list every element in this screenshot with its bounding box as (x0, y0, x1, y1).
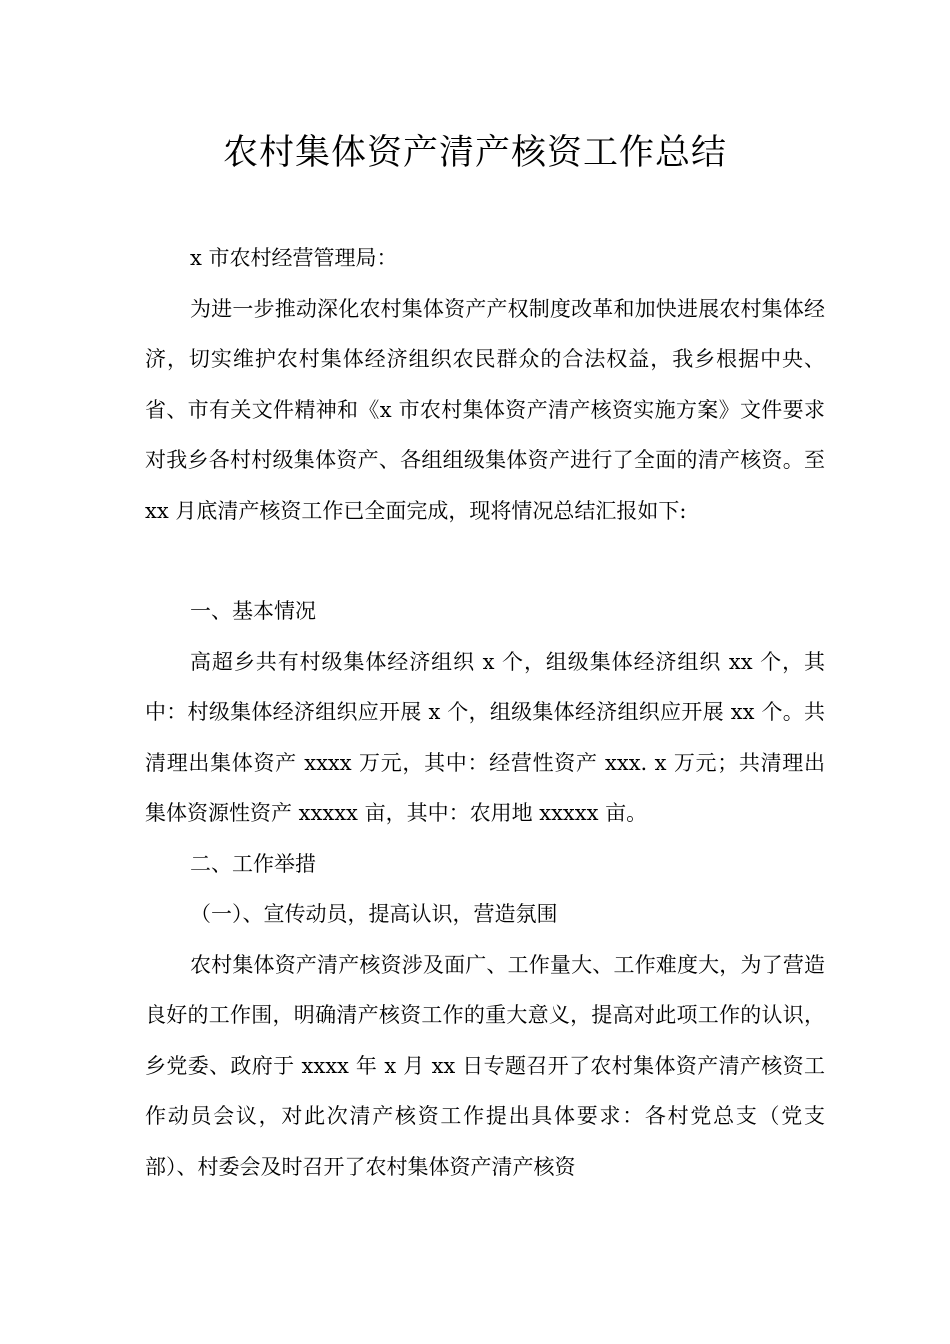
subsection-heading-publicity: （一）、宣传动员，提高认识，营造氛围 (190, 902, 558, 926)
document-title: 农村集体资产清产核资工作总结 (222, 133, 727, 173)
section-heading-work-measures: 二、工作举措 (190, 851, 316, 876)
intro-paragraph: 为进一步推动深化农村集体资产产权制度改革和加快进展农村集体经济，切实维护农村集体经济组织农民群众的合法权益，我乡根据中央、省、市有关文件精神和《x 市农村集体资产清产核资实施方案》文件要求对我乡各村村级集体资产、各组组级集体资产进行了全面的清产核资。至 xx 月底清产核资工作已全面完成，现将情况总结汇报如下: (145, 296, 825, 523)
publicity-paragraph: 农村集体资产清产核资涉及面广、工作量大、工作难度大，为了营造良好的工作围，明确清产核资工作的重大意义，提高对此项工作的认识，乡党委、政府于 xxxx 年 x 月 xx 日专题召开了农村集体资产清产核资工作动员会议，对此次清产核资工作提出具体要求：各村党总支（党支部）、村委会及时召开了农村集体资产清产核资 (145, 952, 825, 1179)
section-heading-basic-situation: 一、基本情况 (190, 599, 316, 623)
document-body (145, 233, 825, 1192)
salutation: x 市农村经营管理局： (190, 246, 398, 270)
basic-situation-paragraph: 高超乡共有村级集体经济组织 x 个，组级集体经济组织 xx 个，其中：村级集体经济组织应开展 x 个，组级集体经济组织应开展 xx 个。共清理出集体资产 xxxx 万元，其中：经营性资产 xxx. x 万元；共清理出集体资源性资产 xxxxx 亩，其中：农用地 xxxxx 亩。 (145, 649, 825, 825)
